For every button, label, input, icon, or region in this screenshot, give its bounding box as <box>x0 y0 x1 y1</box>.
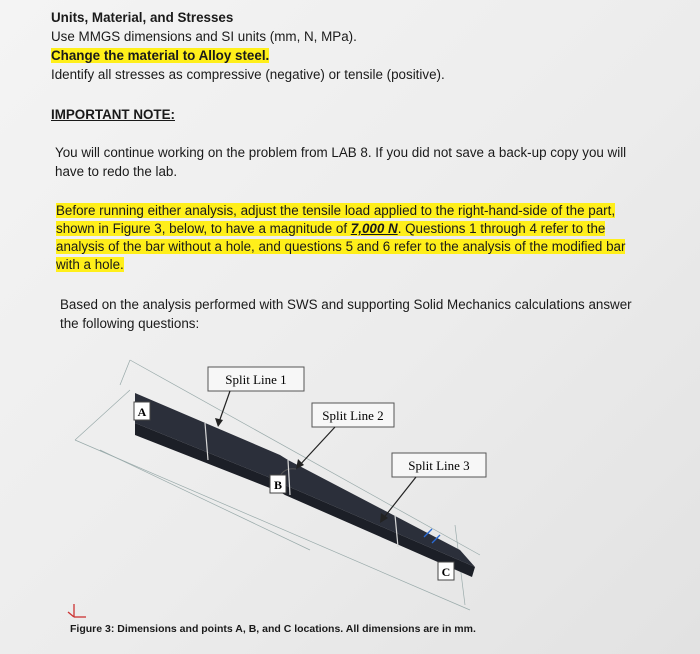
material-highlight: Change the material to Alloy steel. <box>51 48 270 63</box>
point-b-label <box>270 475 286 493</box>
split-line-1-callout <box>208 367 304 427</box>
note-paragraph-2-line-3: analysis of the bar without a hole, and questions 5 and 6 refer to the analysis of the modified bar <box>56 239 626 254</box>
bar-side-face <box>135 423 475 577</box>
svg-text:B: B <box>273 478 283 492</box>
figure-caption: Figure 3: Dimensions and points A, B, and C locations. All dimensions are in mm. <box>70 623 476 635</box>
point-c-label <box>438 562 454 580</box>
split-line-2-callout <box>296 403 394 469</box>
note-paragraph-2-line-1: Before running either analysis, adjust the tensile load applied to the right-hand-side of the part, <box>56 203 616 218</box>
note-paragraph-2-line-2: shown in Figure 3, below, to have a magnitude of 7,000 N. Questions 1 through 4 refer to the <box>56 221 606 236</box>
point-a-label <box>134 402 150 420</box>
split-line-3-callout <box>380 453 486 523</box>
load-magnitude: 7,000 N <box>350 221 398 236</box>
stress-instruction: Identify all stresses as compressive (negative) or tensile (positive). <box>51 67 445 82</box>
units-instruction: Use MMGS dimensions and SI units (mm, N, MPa). <box>51 29 357 44</box>
note-paragraph-3-line-2: the following questions: <box>60 316 200 331</box>
note-paragraph-1-line-2: have to redo the lab. <box>55 164 178 179</box>
svg-text:Split Line 1: Split Line 1 <box>225 372 287 387</box>
coordinate-axes-icon <box>68 604 86 617</box>
bar-top-face <box>135 393 475 567</box>
svg-text:Split Line 3: Split Line 3 <box>408 458 470 473</box>
important-note-heading: IMPORTANT NOTE: <box>51 107 175 122</box>
units-heading: Units, Material, and Stresses <box>51 10 234 25</box>
bar-figure <box>60 355 500 620</box>
note-paragraph-3-line-1: Based on the analysis performed with SWS and supporting Solid Mechanics calculations answer <box>60 297 632 312</box>
material-instruction <box>51 47 269 64</box>
note-paragraph-1-line-1: You will continue working on the problem from LAB 8. If you did not save a back-up copy you will <box>55 145 627 160</box>
svg-text:C: C <box>441 565 451 579</box>
svg-text:Split Line 2: Split Line 2 <box>322 408 384 423</box>
note-paragraph-2-line-4: with a hole. <box>56 257 124 272</box>
svg-text:A: A <box>137 405 147 419</box>
